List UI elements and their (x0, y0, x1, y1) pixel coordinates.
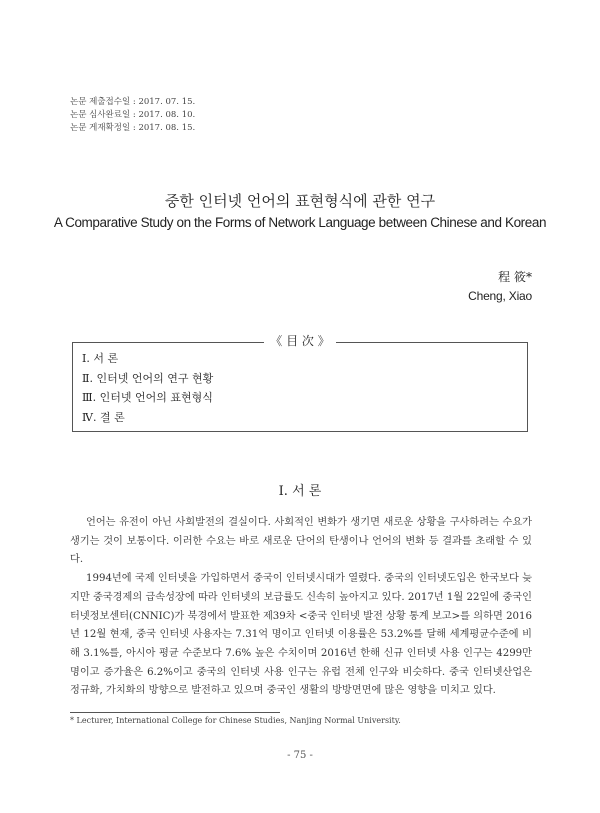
paragraph: 1994년에 국제 인터넷을 가입하면서 중국이 인터넷시대가 열렸다. 중국의 인터넷도입은 한국보다 늦지만 중국경제의 급속성장에 따라 인터넷의 보급률도 신속히 높아지고 있다. 2017년 1월 22일에 중국인터넷정보센터(CNNIC)가 북경에서 발표한 제39차 <중국 인터넷 발전 상황 통계 보고>를 의하면 2016년 12월 현재, 중국 인터넷 사용자는 7.31억 명이고 인터넷 이용률은 53.2%를 달해 세계평균수준에 비해 3.1%를, 아시아 평균 수준보다 7.6% 높은 수치이며 2016년 한해 신규 인터넷 사용 인구는 4299만 명이고 증가율은 6.2%이고 중국의 인터넷 사용 인구는 유럽 전체 인구와 비슷하다. 중국 인터넷산업은 정규화, 가치화의 방향으로 발전하고 있으며 중국인 생활의 방방면면에 많은 영향을 미치고 있다. (70, 573, 532, 697)
section-heading: Ⅰ. 서 론 (278, 484, 322, 499)
body-text (70, 514, 532, 701)
paragraph: 언어는 유전이 아닌 사회발전의 결실이다. 사회적인 변화가 생기면 새로운 상황을 구사하려는 수요가 생기는 것이 보통이다. 이러한 수요는 바로 새로운 단어의 탄생이나 언어의 변화 등 결과를 초래할 수 있다. (70, 517, 532, 566)
date-line: 논문 게재확정일 : 2017. 08. 15. (70, 123, 196, 133)
toc-heading-text: 《 目 次 》 (264, 334, 335, 348)
author-name-english: Cheng, Xiao (468, 289, 532, 303)
toc-heading (0, 332, 600, 349)
footnote-divider (70, 712, 280, 713)
date-line: 논문 제출접수일 : 2017. 07. 15. (70, 97, 196, 107)
toc-item: Ⅲ. 인터넷 언어의 표현형식 (82, 391, 213, 404)
toc-list (82, 349, 213, 427)
page-number: - 75 - (287, 750, 313, 761)
toc-item: Ⅱ. 인터넷 언어의 연구 현황 (82, 371, 214, 385)
footnote: * Lecturer, International College for Chinese Studies, Nanjing Normal University. (70, 716, 401, 725)
date-line: 논문 심사완료일 : 2017. 08. 10. (70, 110, 196, 120)
submission-dates (70, 96, 195, 135)
title-korean: 중한 인터넷 언어의 표현형식에 관한 연구 (164, 192, 436, 210)
title-english: A Comparative Study on the Forms of Network Language between Chinese and Korean (53, 215, 547, 230)
toc-item: Ⅳ. 결 론 (82, 410, 125, 424)
author-name-cjk: 程 筱* (498, 270, 532, 284)
toc-item: Ⅰ. 서 론 (82, 352, 119, 365)
